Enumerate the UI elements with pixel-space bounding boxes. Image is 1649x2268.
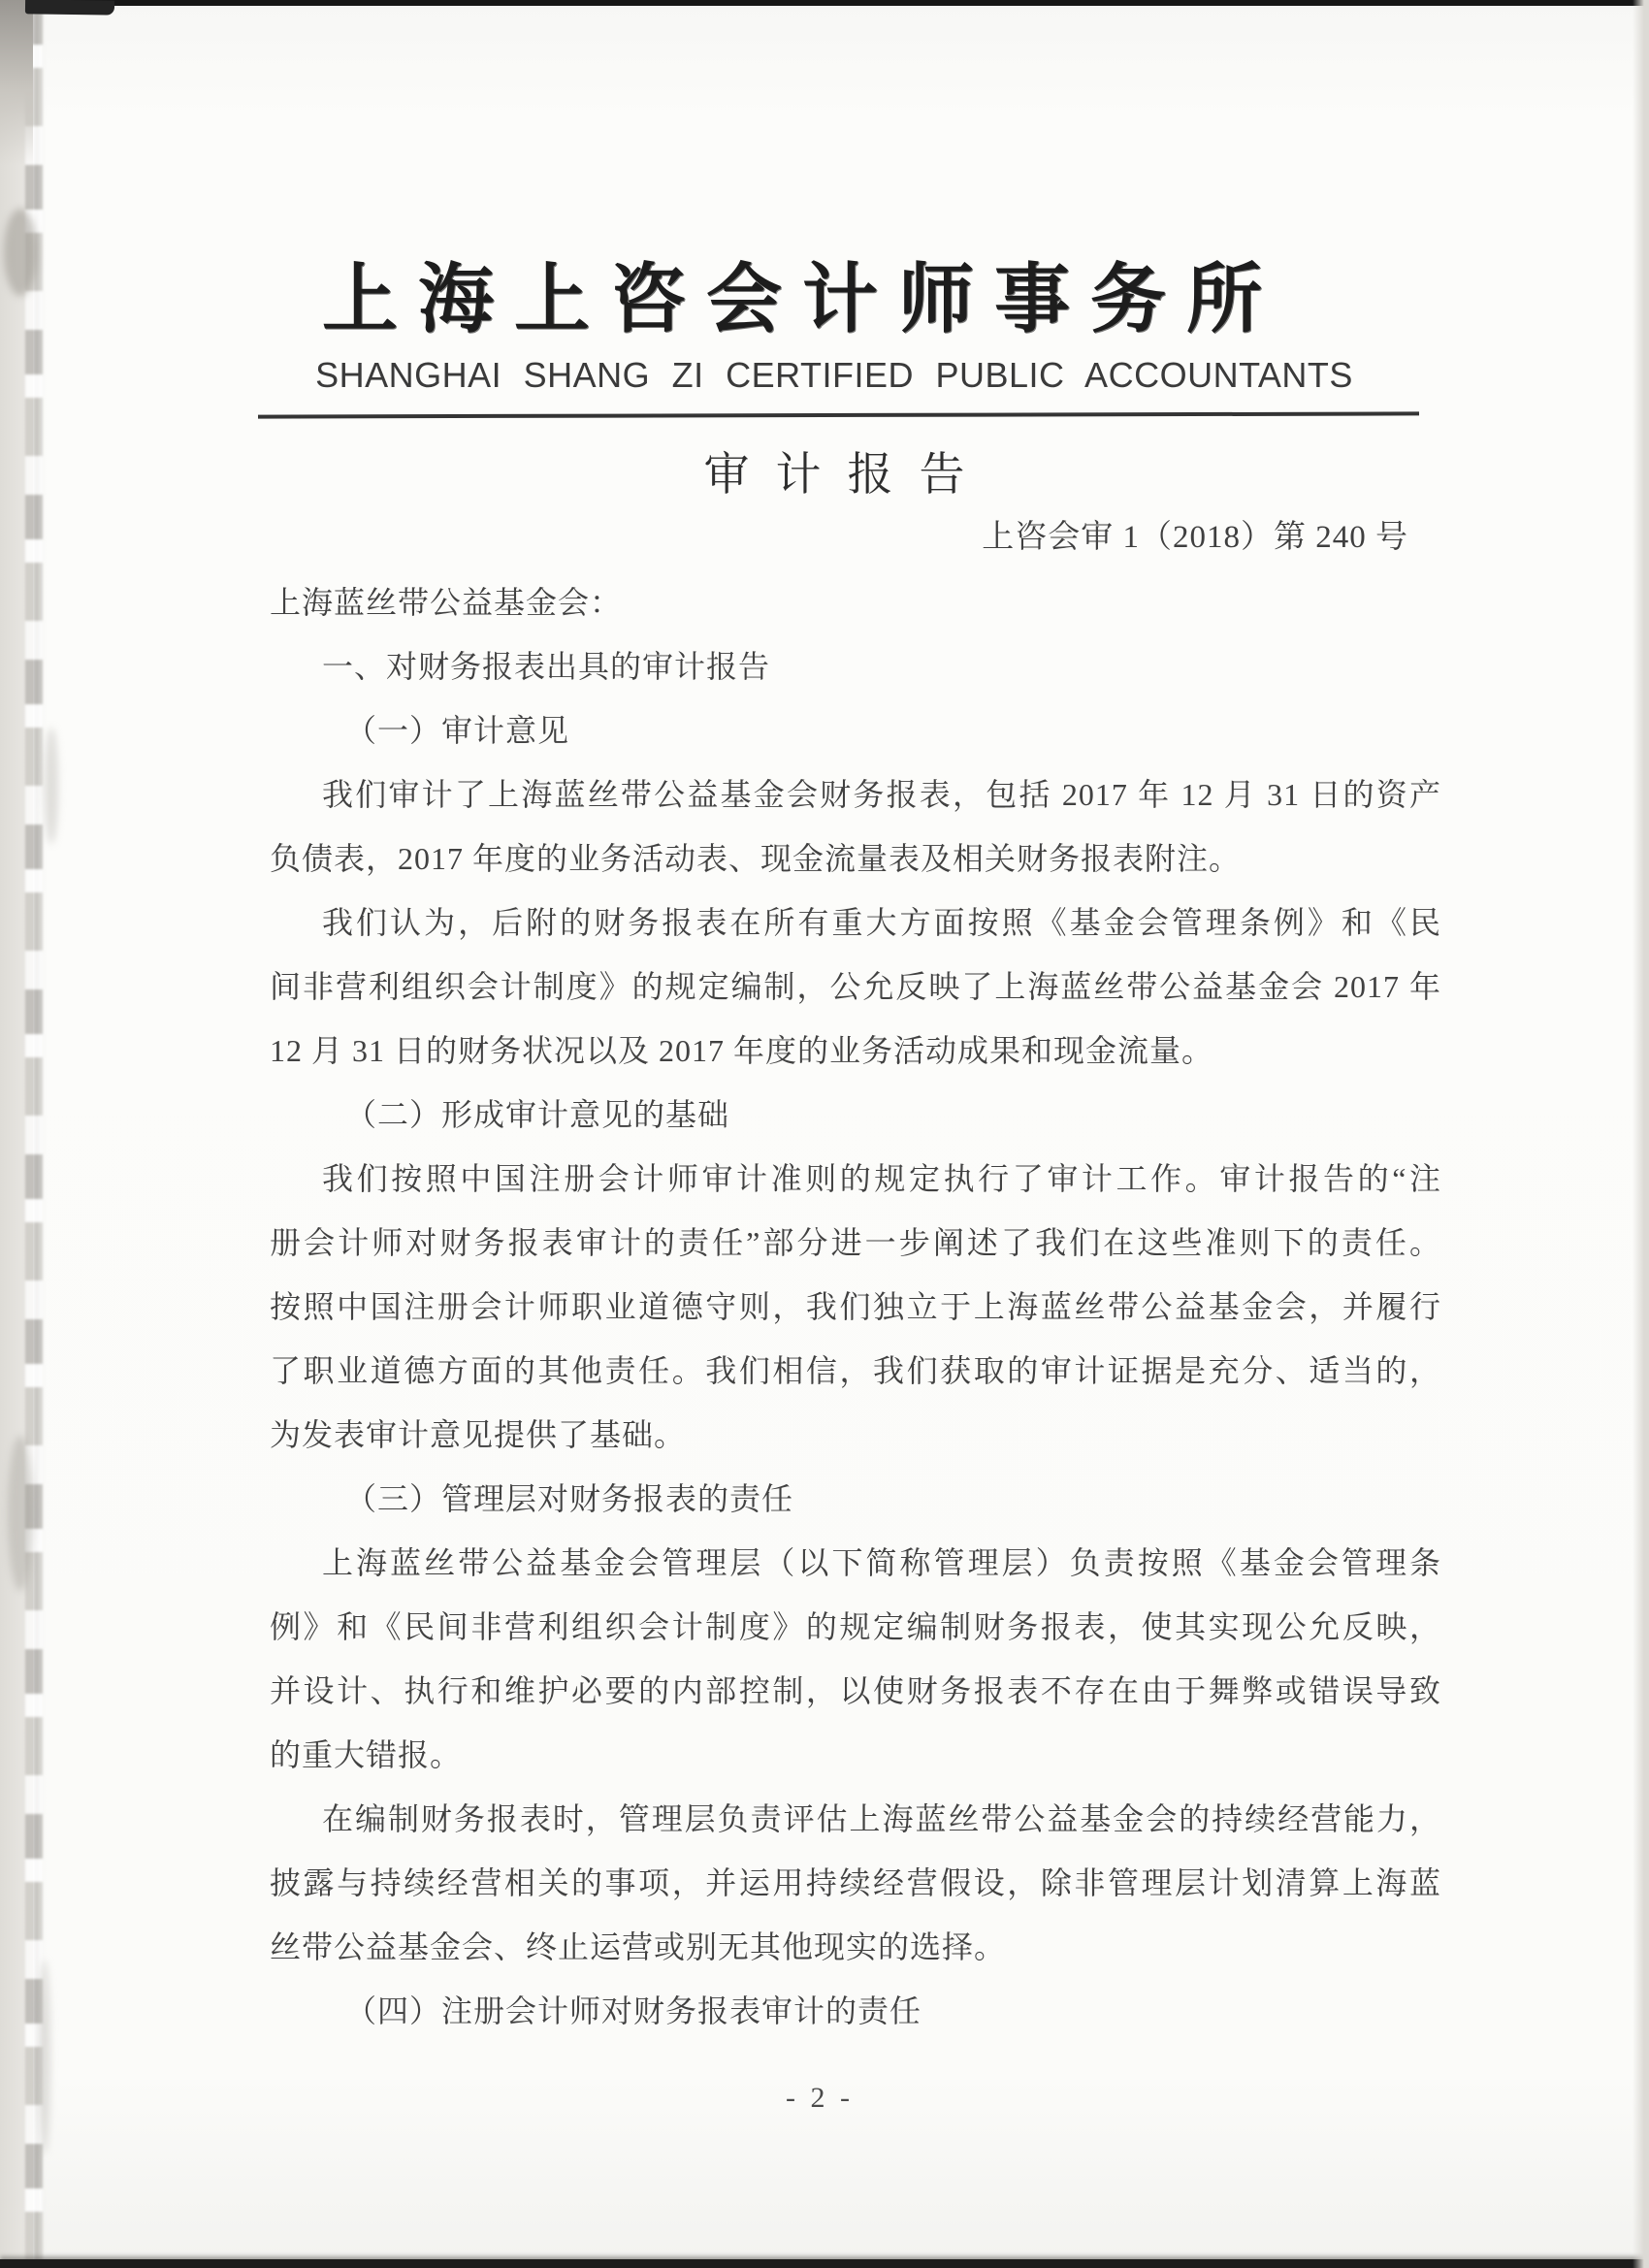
right-edge-shadow	[1633, 0, 1649, 2268]
bottom-edge-shadow	[0, 2259, 1649, 2268]
body-line: 间非营利组织会计制度》的规定编制，公允反映了上海蓝丝带公益基金会 2017 年	[270, 969, 1441, 1004]
scan-smudge	[39, 1960, 50, 2154]
scan-smudge	[8, 1436, 33, 1591]
body-line: 按照中国注册会计师职业道德守则，我们独立于上海蓝丝带公益基金会，并履行	[270, 1289, 1441, 1324]
body-line: （二）形成审计意见的基础	[345, 1097, 730, 1132]
scan-smudge	[4, 209, 37, 296]
top-left-corner-mark	[25, 0, 114, 16]
body-line: 一、对财务报表出具的审计报告	[322, 649, 771, 684]
document-number-text: 上咨会审 1（2018）第 240 号	[982, 520, 1408, 555]
body-line: 我们审计了上海蓝丝带公益基金会财务报表，包括 2017 年 12 月 31 日的资产	[322, 777, 1441, 812]
body-line: 为发表审计意见提供了基础。	[270, 1417, 687, 1452]
body-line: 丝带公益基金会、终止运营或别无其他现实的选择。	[270, 1929, 1007, 1964]
body-line: 并设计、执行和维护必要的内部控制，以使财务报表不存在由于舞弊或错误导致	[270, 1673, 1441, 1708]
page-number: - 2 -	[786, 2082, 854, 2114]
body-line: 12 月 31 日的财务状况以及 2017 年度的业务活动成果和现金流量。	[270, 1033, 1214, 1068]
body-line: 的重大错报。	[270, 1737, 463, 1772]
body-line: 了职业道德方面的其他责任。我们相信，我们获取的审计证据是充分、适当的，	[270, 1353, 1441, 1388]
letterhead-firm-name-cn: 上海上咨会计师事务所	[322, 257, 1283, 341]
body-line: 我们认为，后附的财务报表在所有重大方面按照《基金会管理条例》和《民	[322, 905, 1441, 940]
scan-smudge	[45, 728, 58, 844]
report-title: 审计报告	[703, 450, 991, 501]
top-edge-shadow	[27, 0, 1649, 6]
body-line: 上海蓝丝带公益基金会管理层（以下简称管理层）负责按照《基金会管理条	[322, 1545, 1441, 1580]
top-left-shadow	[0, 0, 33, 165]
body-line: 披露与持续经营相关的事项，并运用持续经营假设，除非管理层计划清算上海蓝	[270, 1865, 1441, 1900]
body-line: 在编制财务报表时，管理层负责评估上海蓝丝带公益基金会的持续经营能力，	[322, 1801, 1441, 1836]
letterhead-firm-name-en: SHANGHAI SHANG ZI CERTIFIED PUBLIC ACCOUNTANTS	[315, 355, 1353, 395]
body-line: 上海蓝丝带公益基金会：	[270, 585, 623, 620]
body-line: （三）管理层对财务报表的责任	[345, 1481, 794, 1516]
body-line: 我们按照中国注册会计师审计准则的规定执行了审计工作。审计报告的“注	[322, 1161, 1441, 1196]
body-line: （四）注册会计师对财务报表审计的责任	[345, 1993, 922, 2028]
body-lines	[270, 570, 1441, 2043]
body-line: （一）审计意见	[345, 713, 570, 748]
body-line: 负债表，2017 年度的业务活动表、现金流量表及相关财务报表附注。	[270, 841, 1242, 876]
body-line: 册会计师对财务报表审计的责任”部分进一步阐述了我们在这些准则下的责任。	[270, 1225, 1441, 1260]
torn-left-edge	[25, 0, 43, 2268]
document-number	[270, 511, 1441, 557]
body-line: 例》和《民间非营利组织会计制度》的规定编制财务报表，使其实现公允反映，	[270, 1609, 1441, 1644]
